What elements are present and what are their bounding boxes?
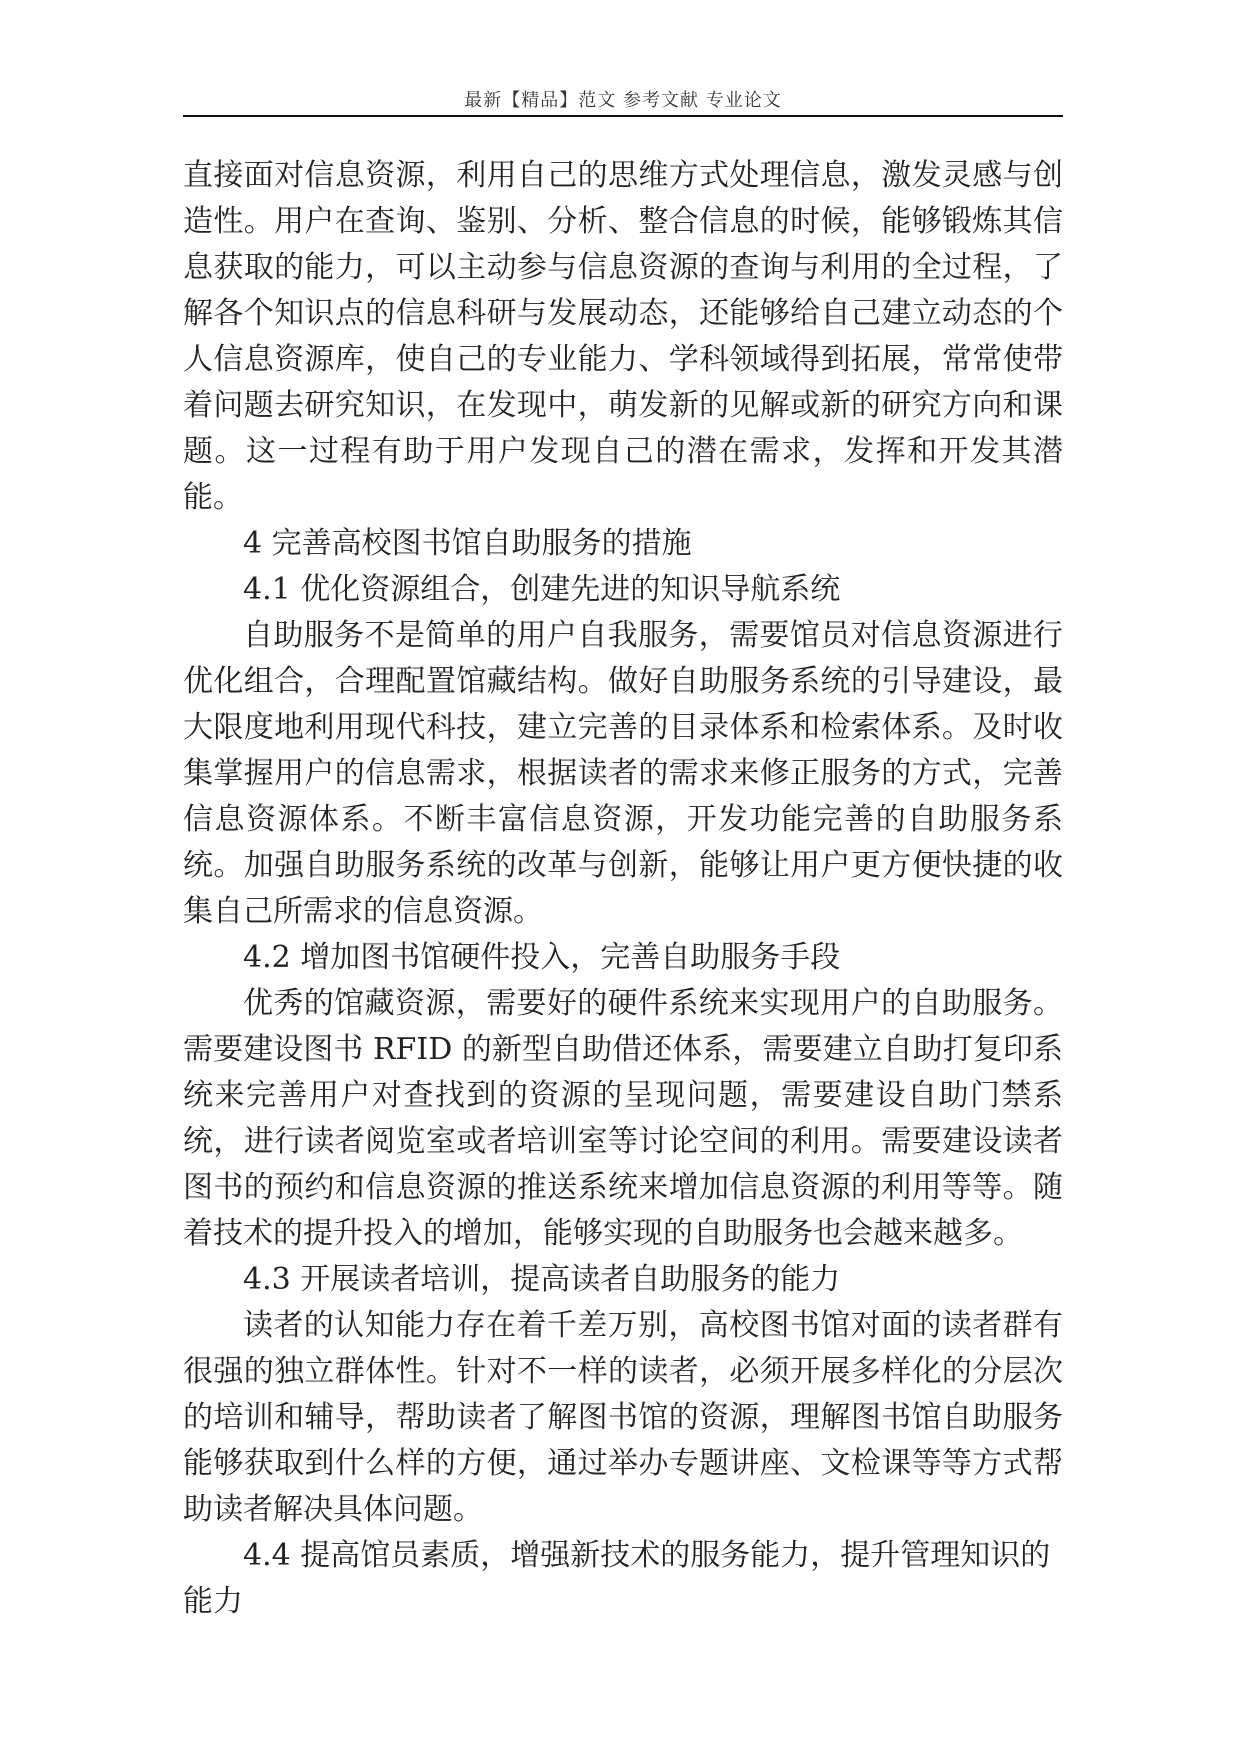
paragraph-4-2: 优秀的馆藏资源，需要好的硬件系统来实现用户的自助服务。需要建设图书 RFID 的新型自助借还体系，需要建立自助打复印系统来完善用户对查找到的资源的呈现问题，需要建设自助门禁系统，进行读者阅览室或者培训室等讨论空间的利用。需要建设读者图书的预约和信息资源的推送系统来增加信息资源的利用等等。随着技术的提升投入的增加，能够实现的自助服务也会越来越多。 xyxy=(183,986,1063,1251)
document-body xyxy=(183,153,1063,1625)
page-header: 最新【精品】范文 参考文献 专业论文 xyxy=(464,90,782,111)
paragraph-4-1: 自助服务不是简单的用户自我服务，需要馆员对信息资源进行优化组合，合理配置馆藏结构。做好自助服务系统的引导建设，最大限度地利用现代科技，建立完善的目录体系和检索体系。及时收集掌握用户的信息需求，根据读者的需求来修正服务的方式，完善信息资源体系。不断丰富信息资源，开发功能完善的自助服务系统。加强自助服务系统的改革与创新，能够让用户更方便快捷的收集自己所需求的信息资源。 xyxy=(183,618,1063,929)
subsection-heading-4-2: 4.2 增加图书馆硬件投入，完善自助服务手段 xyxy=(243,940,841,975)
header-divider xyxy=(183,115,1063,117)
paragraph-intro-continuation: 直接面对信息资源，利用自己的思维方式处理信息，激发灵感与创造性。用户在查询、鉴别、分析、整合信息的时候，能够锻炼其信息获取的能力，可以主动参与信息资源的查询与利用的全过程，了解各个知识点的信息科研与发展动态，还能够给自己建立动态的个人信息资源库，使自己的专业能力、学科领域得到拓展，常常使带着问题去研究知识，在发现中，萌发新的见解或新的研究方向和课题。这一过程有助于用户发现自己的潜在需求，发挥和开发其潜能。 xyxy=(183,158,1063,515)
subsection-heading-4-1: 4.1 优化资源组合，创建先进的知识导航系统 xyxy=(243,572,841,607)
subsection-heading-4-4: 4.4 提高馆员素质，增强新技术的服务能力，提升管理知识的能力 xyxy=(183,1538,1051,1619)
section-heading-4: 4 完善高校图书馆自助服务的措施 xyxy=(243,526,692,561)
paragraph-4-3: 读者的认知能力存在着千差万别，高校图书馆对面的读者群有很强的独立群体性。针对不一样的读者，必须开展多样化的分层次的培训和辅导，帮助读者了解图书馆的资源，理解图书馆自助服务能够获取到什么样的方便，通过举办专题讲座、文检课等等方式帮助读者解决具体问题。 xyxy=(183,1308,1063,1527)
subsection-heading-4-3: 4.3 开展读者培训，提高读者自助服务的能力 xyxy=(243,1262,841,1297)
